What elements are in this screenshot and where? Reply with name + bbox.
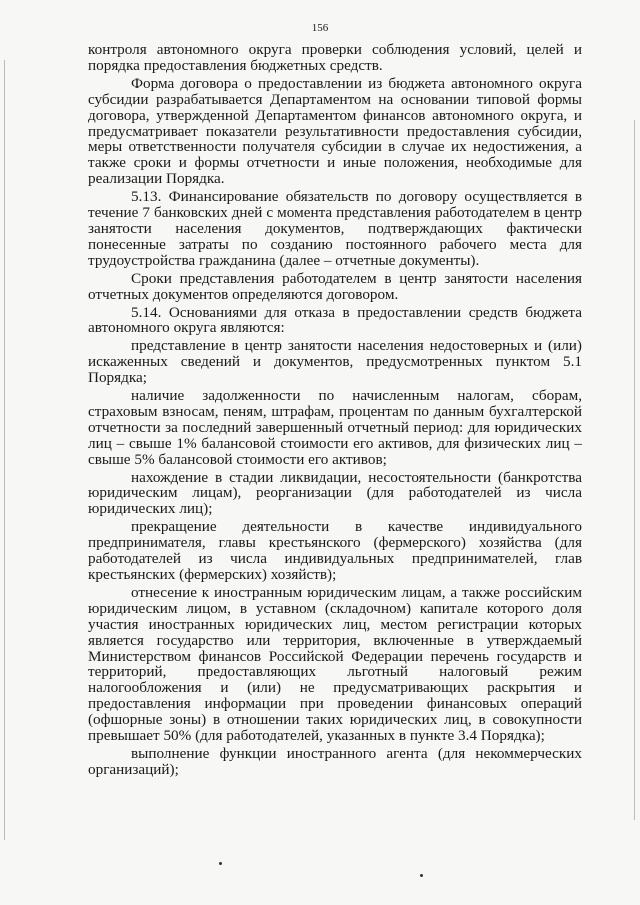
paragraph: представление в центр занятости населения недостоверных и (или) искаженных сведений и документов, предусмотренных пунктом 5.1 Порядка; bbox=[88, 337, 582, 387]
paragraph: 5.13. Финансирование обязательств по договору осуществляется в течение 7 банковских дней с момента представления работодателем в центр занятости населения документов, подтверждающих фактически понесенные затраты по созданию постоянного рабочего места для трудоустройства гражданина (далее – отчетные документы). bbox=[88, 188, 582, 269]
paragraph: прекращение деятельности в качестве индивидуального предпринимателя, главы крестьянского (фермерского) хозяйства (для работодателей из числа индивидуальных предпринимателей, глав крестьянских (фермерских) хозяйств); bbox=[88, 518, 582, 583]
paragraph: наличие задолженности по начисленным налогам, сборам, страховым взносам, пеням, штрафам, процентам по данным бухгалтерской отчетности за последний завершенный отчетный период: для юридических лиц – свыше 1% балансовой стоимости его активов, для физических лиц – свыше 5% балансовой стоимости его активов; bbox=[88, 387, 582, 468]
paragraph: нахождение в стадии ликвидации, несостоятельности (банкротства юридическим лицам), реорганизации (для работодателей из числа юридических лиц); bbox=[88, 468, 582, 518]
paragraph: контроля автономного округа проверки соблюдения условий, целей и порядка предоставления бюджетных средств. bbox=[88, 41, 582, 74]
paragraph: 5.14. Основаниями для отказа в предоставлении средств бюджета автономного округа являются: bbox=[88, 303, 582, 337]
paragraph: отнесение к иностранным юридическим лицам, а также российским юридическим лицом, в уставном (складочном) капитале которого доля участия иностранных юридических лиц, местом регистрации которых является государство или территория, включенные в утверждаемый Министерством финансов Российской Федерации перечень государств и территорий, предоставляющих льготный налоговый режим налогообложения и (или) не предусматривающих раскрытия и предоставления информации при проведении финансовых операций (офшорные зоны) в отношении таких юридических лиц, в совокупности превышает 50% (для работодателей, указанных в пункте 3.4 Порядка); bbox=[88, 583, 582, 745]
document-body bbox=[88, 42, 582, 778]
scan-edge-left bbox=[4, 60, 5, 840]
scan-edge-right bbox=[634, 120, 635, 820]
paragraph: Сроки представления работодателем в центр занятости населения отчетных документов определяются договором. bbox=[88, 269, 582, 303]
page-number: 156 bbox=[311, 22, 329, 34]
scan-speck bbox=[219, 862, 222, 865]
scan-speck bbox=[420, 874, 423, 877]
paragraph: Форма договора о предоставлении из бюджета автономного округа субсидии разрабатывается Департаментом на основании типовой формы договора, утвержденной Департаментом финансов автономного округа, и предусматривает показатели результативности предоставления субсидии, меры ответственности получателя субсидии в случае их недостижения, а также сроки и формы отчетности и иные положения, необходимые для реализации Порядка. bbox=[88, 74, 582, 188]
paragraph: выполнение функции иностранного агента (для некоммерческих организаций); bbox=[88, 744, 582, 778]
